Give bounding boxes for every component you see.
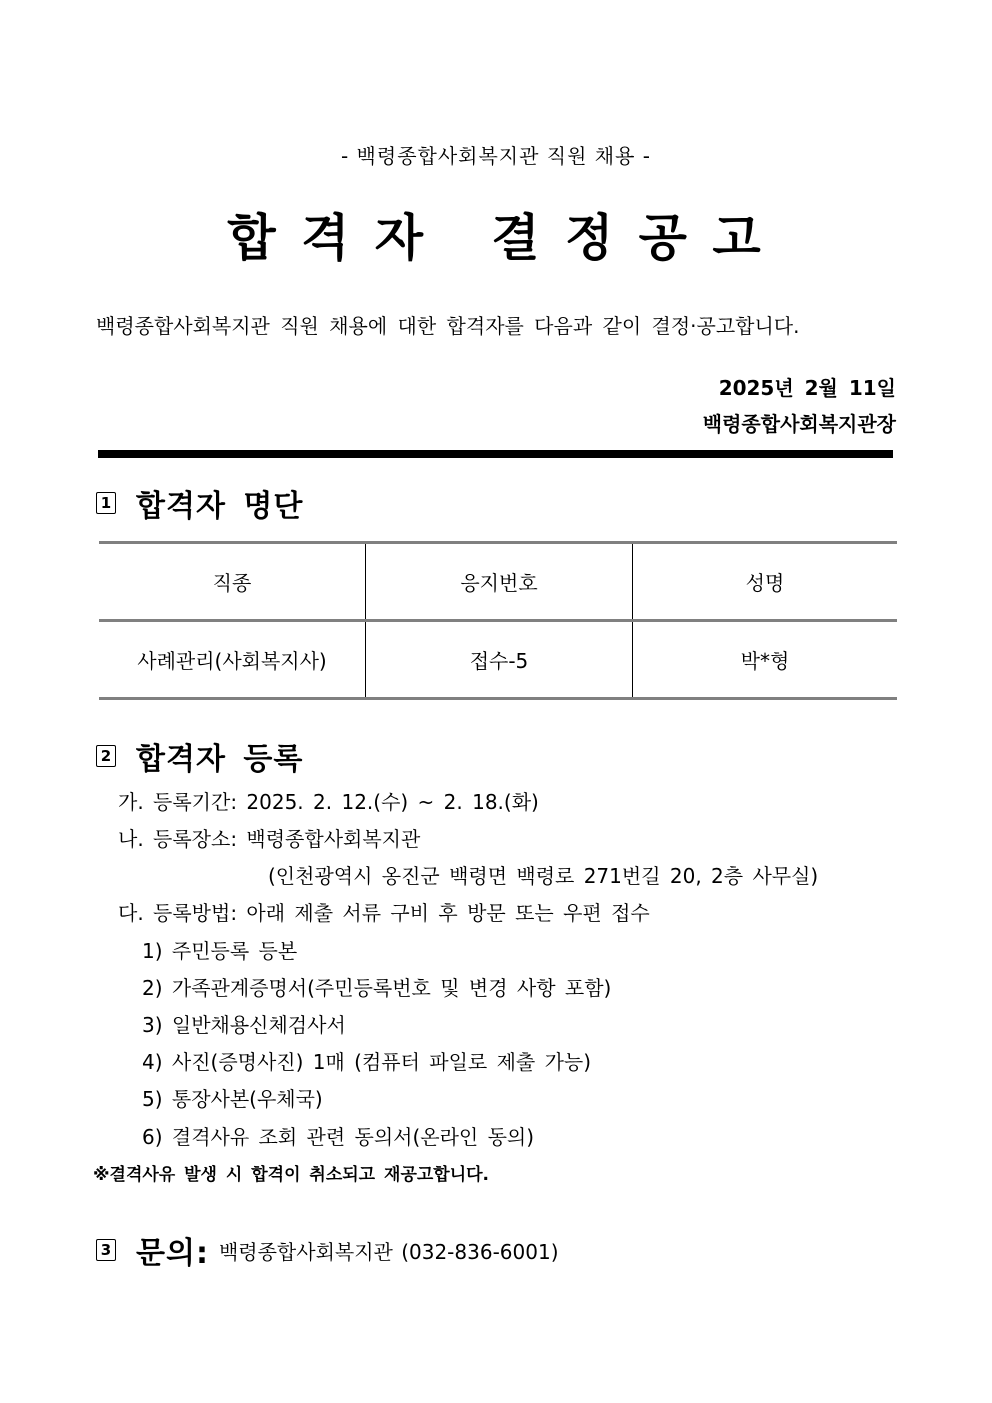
registration-period: 가. 등록기간: 2025. 2. 12.(수) ~ 2. 18.(화) <box>118 790 539 814</box>
issuer: 백령종합사회복지관장 <box>702 412 896 436</box>
registration-place: 나. 등록장소: 백령종합사회복지관 <box>118 827 421 851</box>
list-item: 4) 사진(증명사진) 1매 (컴퓨터 파일로 제출 가능) <box>142 1050 592 1074</box>
cell-job: 사례관리(사회복지사) <box>99 621 366 699</box>
table-header-row <box>99 543 897 621</box>
subtitle: - 백령종합사회복지관 직원 채용 - <box>340 144 652 168</box>
page-title: 합 격 자 결 정 공 고 <box>227 209 765 267</box>
section-number: 3 <box>96 1239 116 1261</box>
header-cell-name: 성명 <box>633 543 898 621</box>
table-row <box>99 621 897 699</box>
section-2-heading <box>96 734 303 778</box>
header-cell-number: 응지번호 <box>366 543 633 621</box>
list-item: 3) 일반채용신체검사서 <box>142 1013 346 1037</box>
contact-info: 백령종합사회복지관 (032-836-6001) <box>218 1239 559 1264</box>
list-item: 1) 주민등록 등본 <box>142 939 298 963</box>
list-item: 5) 통장사본(우체국) <box>142 1087 323 1111</box>
divider <box>98 450 893 458</box>
registration-method: 다. 등록방법: 아래 제출 서류 구비 후 방문 또는 우편 접수 <box>118 901 650 925</box>
cell-name: 박*형 <box>633 621 898 699</box>
section-number: 2 <box>96 745 116 767</box>
section-3-heading <box>96 1228 559 1272</box>
section-number: 1 <box>96 492 116 514</box>
announcement-date: 2025년 2월 11일 <box>718 376 896 400</box>
warning-note: ※결격사유 발생 시 합격이 취소되고 재공고합니다. <box>93 1165 490 1185</box>
registration-address: (인천광역시 옹진군 백령면 백령로 271번길 20, 2층 사무실) <box>268 864 819 888</box>
section-title: 문의: <box>136 1236 209 1271</box>
intro-text: 백령종합사회복지관 직원 채용에 대한 합격자를 다음과 같이 결정·공고합니다. <box>96 314 800 338</box>
section-1-heading <box>96 481 303 525</box>
list-item: 6) 결격사유 조회 관련 동의서(온라인 동의) <box>142 1125 535 1149</box>
section-title: 합격자 명단 <box>136 489 304 524</box>
header-cell-job: 직종 <box>99 543 366 621</box>
section-title: 합격자 등록 <box>136 742 304 777</box>
roster-table <box>99 541 897 700</box>
cell-number: 접수-5 <box>366 621 633 699</box>
list-item: 2) 가족관계증명서(주민등록번호 및 변경 사항 포함) <box>142 976 612 1000</box>
